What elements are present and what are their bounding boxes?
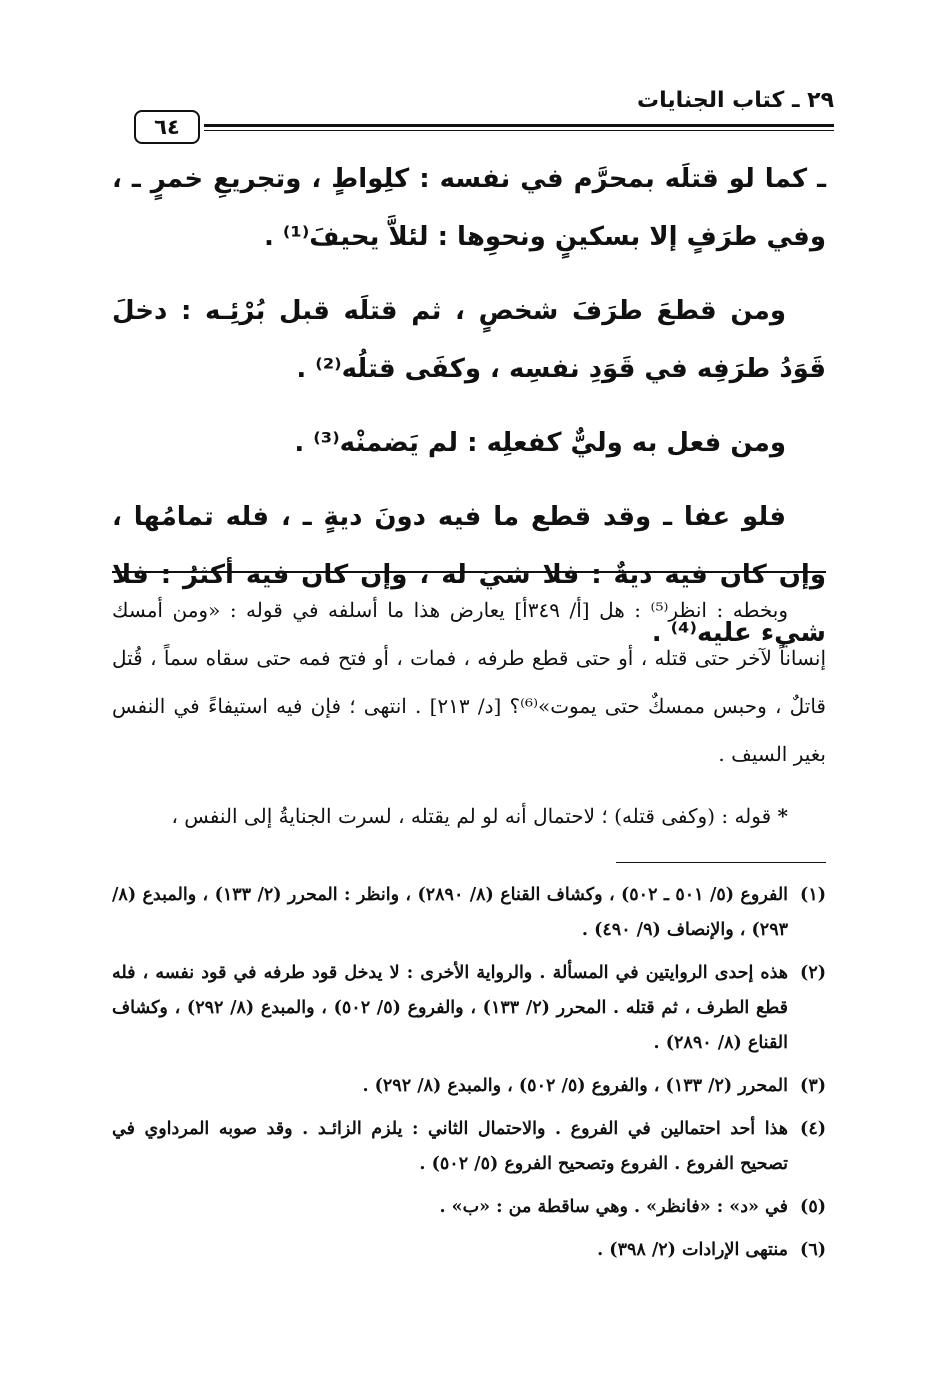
footnote-3: [112, 1069, 826, 1104]
commentary-paragraph-2-text: قوله : (وكفى قتله) ؛ لاحتمال أنه لو لم يقتله ، لسرت الجنايةُ إلى النفس ،: [171, 804, 772, 828]
main-paragraph-4: فلو عفا ـ وقد قطع ما فيه دونَ ديةٍ ـ ، فله تمامُها ، وإن كان فيه ديةٌ : فلا شيَ له ، وإن كان فيه أكثرُ : فلا شيء عليه⁽⁴⁾ .: [112, 502, 826, 648]
footnote-5: [112, 1190, 826, 1225]
footnote-number: (٢): [800, 963, 826, 983]
page-number: ٦٤: [134, 110, 200, 144]
footnote-number: (٥): [800, 1197, 826, 1217]
footnote-text: المحرر (٢/ ١٣٣) ، والفروع (٥/ ٥٠٢) ، والمبدع (٨/ ٢٩٢) .: [362, 1076, 788, 1096]
footnote-text: الفروع (٥/ ٥٠١ ـ ٥٠٢) ، وكشاف القناع (٨/ ٢٨٩٠) ، وانظر : المحرر (٢/ ١٣٣) ، والمبدع (٨/ ٢٩٣) ، والإنصاف (٩/ ٤٩٠) .: [112, 885, 789, 940]
footnote-divider: [616, 862, 826, 863]
footnote-6: [112, 1233, 826, 1268]
footnote-number: (١): [800, 885, 826, 905]
main-paragraph-3: ومن فعل به وليٌّ كفعلِه : لم يَضمنْه⁽³⁾ .: [294, 428, 786, 458]
footnote-1: [112, 878, 826, 948]
header-rule-thin: [204, 130, 834, 131]
star-marker: *: [777, 804, 788, 828]
commentary: [112, 586, 826, 854]
main-paragraph-2: ومن قطعَ طرَفَ شخصٍ ، ثم قتلَه قبل بُرْئِـه : دخلَ قَوَدُ طرَفِه في قَوَدِ نفسِه ، وكفَى قتلُه⁽²⁾ .: [112, 296, 826, 384]
commentary-paragraph-2: [112, 792, 826, 840]
footnote-text: في «د» : «فانظر» . وهي ساقطة من : «ب» .: [439, 1197, 788, 1217]
main-paragraph-1: ـ كما لو قتلَه بمحرَّم في نفسه : كلِواطٍ ، وتجريعِ خمرٍ ـ ، وفي طرَفٍ إلا بسكينٍ ونحوِها : لئلاَّ يحيفَ⁽¹⁾ .: [112, 164, 826, 252]
footnotes: [112, 878, 826, 1276]
page-header: [112, 86, 834, 139]
footnote-text: هذه إحدى الروايتين في المسألة . والرواية الأخرى : لا يدخل قود طرفه في قود نفسه ، فله قطع الطرف ، ثم قتله . المحرر (٢/ ١٣٣) ، والفروع (٥/ ٥٠٢) ، والمبدع (٨/ ٢٩٢) ، وكشاف القناع (٨/ ٢٨٩٠) .: [112, 963, 789, 1053]
footnote-number: (٦): [800, 1240, 826, 1260]
footnote-number: (٤): [800, 1119, 826, 1139]
footnote-4: [112, 1112, 826, 1182]
footnote-text: منتهى الإرادات (٢/ ٣٩٨) .: [597, 1240, 788, 1260]
footnote-2: [112, 956, 826, 1061]
footnote-number: (٣): [800, 1076, 826, 1096]
text-divider: [112, 571, 826, 573]
footnote-text: هذا أحد احتمالين في الفروع . والاحتمال الثاني : يلزم الزائـد . وقد صوبه المرداوي في تصحيح الفروع . الفروع وتصحيح الفروع (٥/ ٥٠٢) .: [112, 1119, 788, 1174]
header-rule: [204, 124, 834, 127]
chapter-title: ٢٩ ـ كتاب الجنايات: [636, 88, 834, 113]
commentary-paragraph-1: وبخطه : انظر⁽⁵⁾ : هل [أ/ ٣٤٩أ] يعارض هذا ما أسلفه في قوله : «ومن أمسك إنساناً لآخر حتى قتله ، أو حتى قطع طرفه ، فمات ، أو فتح فمه حتى سقاه سماً ، قُتل قاتلٌ ، وحبس ممسكٌ حتى يموت»⁽⁶⁾؟ [د/ ٢١٣] . انتهى ؛ فإن فيه استيفاءً في النفس بغير السيف .: [112, 598, 826, 766]
